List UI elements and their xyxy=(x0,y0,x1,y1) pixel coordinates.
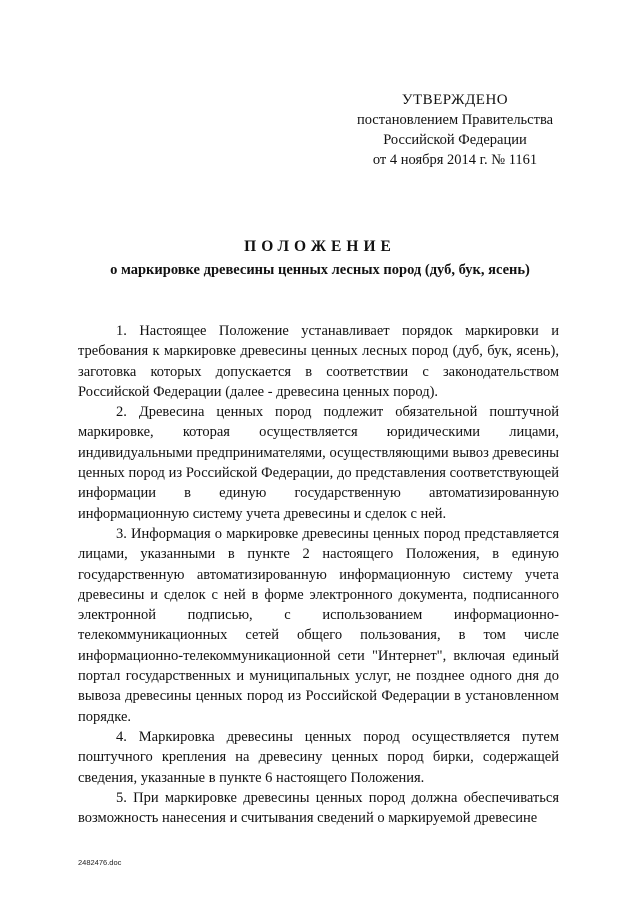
document-title: ПОЛОЖЕНИЕ xyxy=(244,238,396,255)
file-name-footer: 2482476.doc xyxy=(78,858,122,867)
approval-line-1: постановлением Правительства xyxy=(356,112,554,128)
approval-line-2: Российской Федерации xyxy=(383,132,527,148)
paragraph-3: 3. Информация о маркировке древесины ценных пород представляется лицами, указанными в пункте 2 настоящего Положения, в единую государственную автоматизированную информационную систему учета древесины и сделок с ней в форме электронного документа, подписанного электронной подписью, с использованием информационно-телекоммуникационных сетей общего пользования, в том числе информационно-телекоммуникационной сети "Интернет", включая единый портал государственных и муниципальных услуг, не позднее одного дня до вывоза древесины ценных пород из Российской Федерации в установленном порядке. xyxy=(78,525,559,725)
document-subtitle: о маркировке древесины ценных лесных пород (дуб, бук, ясень) xyxy=(110,262,530,278)
paragraph-4: 4. Маркировка древесины ценных пород осуществляется путем поштучного крепления на древесину ценных пород бирки, содержащей сведения, указанные в пункте 6 настоящего Положения. xyxy=(78,728,559,786)
paragraph-2: 2. Древесина ценных пород подлежит обязательной поштучной маркировке, которая осуществляется юридическими лицами, индивидуальными предпринимателями, осуществляющими вывоз древесины ценных пород из Российской Федерации, до представления соответствующей информации в единую государственную автоматизированную информационную систему учета древесины и сделок с ней. xyxy=(78,404,559,522)
approval-line-3: от 4 ноября 2014 г. № 1161 xyxy=(372,152,538,168)
paragraph-5: 5. При маркировке древесины ценных пород должна обеспечиваться возможность нанесения и считывания сведений о маркируемой древесине xyxy=(78,789,559,827)
approval-word: УТВЕРЖДЕНО xyxy=(401,92,509,108)
paragraph-1: 1. Настоящее Положение устанавливает порядок маркировки и требования к маркировке древесины ценных лесных пород (дуб, бук, ясень), заготовка которых допускается в соответствии с законодательством Российской Федерации (далее - древесина ценных пород). xyxy=(78,323,559,400)
approval-block xyxy=(340,90,570,170)
document-body xyxy=(78,321,559,828)
